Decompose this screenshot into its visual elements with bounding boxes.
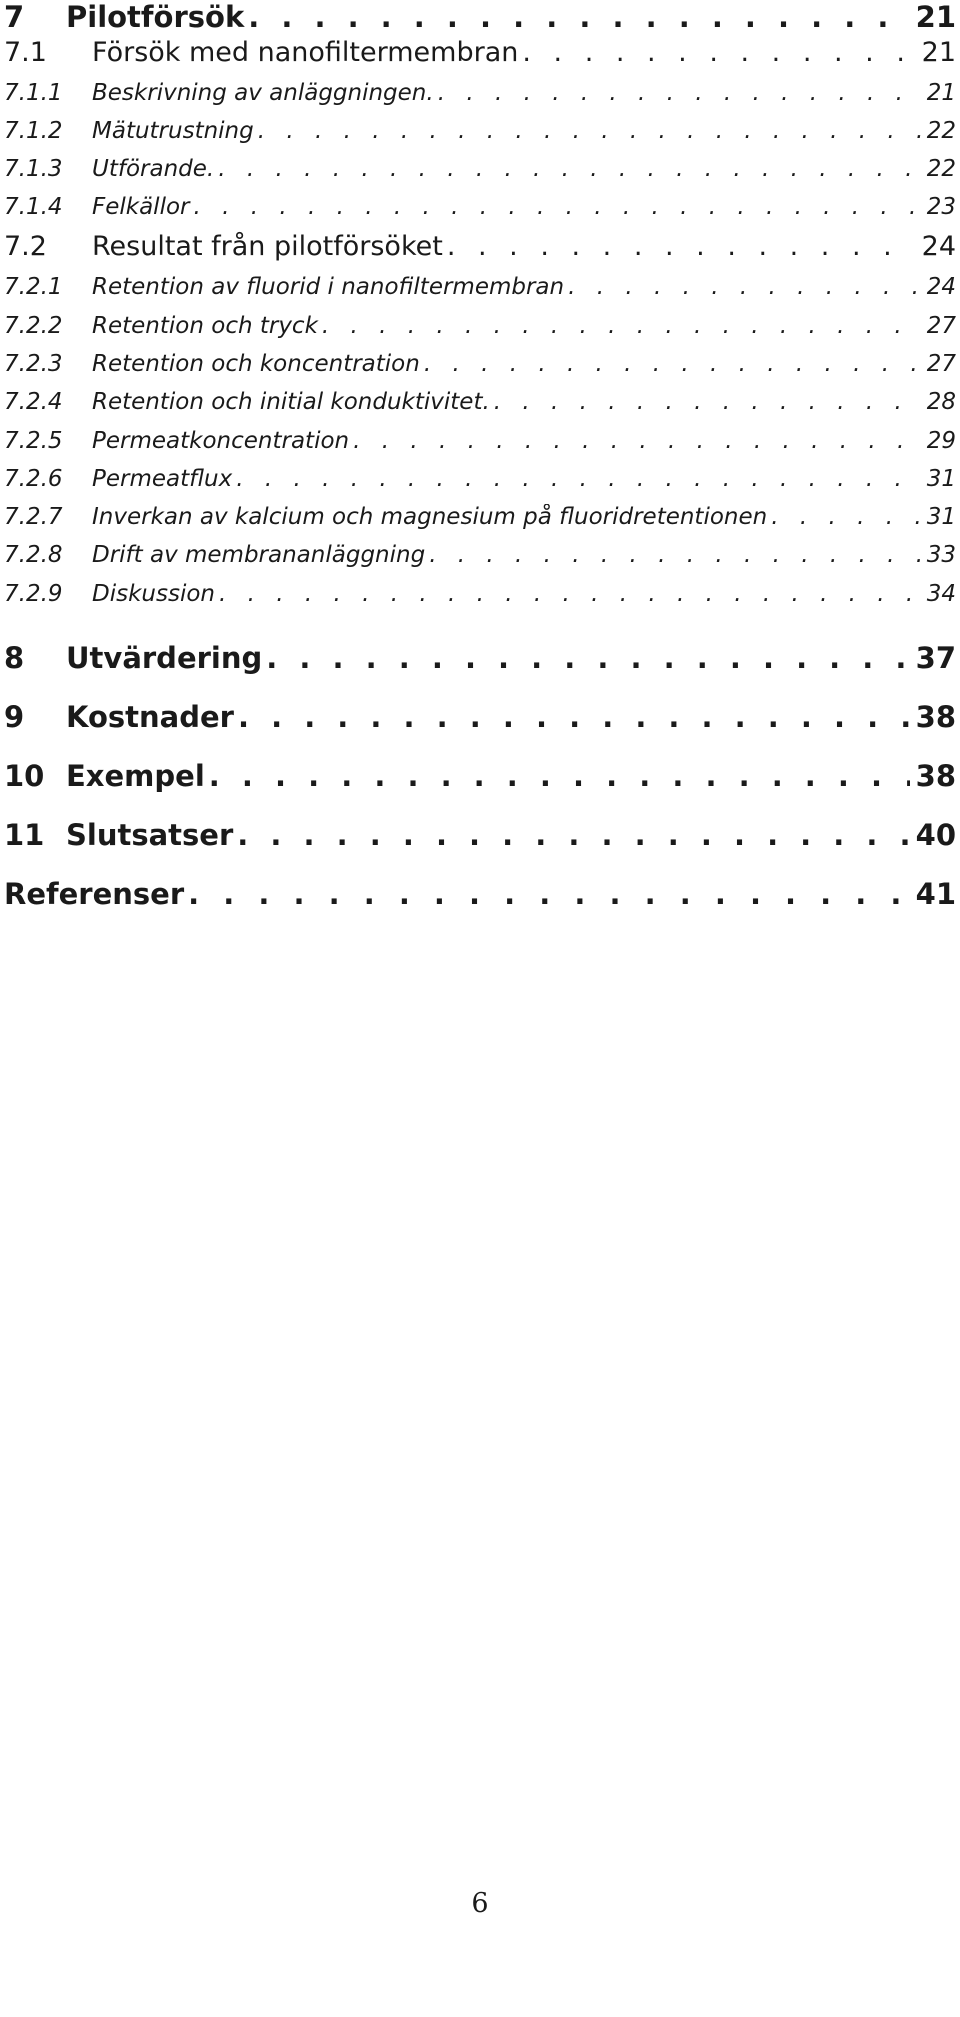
dot-leader: [209, 759, 910, 793]
toc-entry-subsection-7-2-9[interactable]: [4, 581, 956, 607]
toc-entry-page: 37: [915, 641, 956, 675]
toc-entry-title: Kostnader: [66, 700, 234, 734]
toc-entry-number: 7.1.3: [4, 156, 63, 182]
toc-entry-number: 7.2.8: [4, 542, 63, 568]
dot-leader: [522, 37, 915, 68]
toc-entry-number: 7.2.5: [4, 428, 63, 454]
toc-entry-title: Exempel: [66, 759, 205, 793]
toc-entry-number: 7.2.9: [4, 581, 63, 607]
toc-entry-number: 7.2.1: [4, 274, 63, 300]
toc-entry-chapter-7[interactable]: [4, 0, 956, 34]
toc-entry-page: 28: [926, 389, 956, 415]
toc-entry-subsection-7-2-2[interactable]: [4, 313, 956, 339]
toc-entry-title: Beskrivning av anläggningen.: [92, 80, 434, 106]
toc-entry-subsection-7-1-2[interactable]: [4, 118, 956, 144]
dot-leader: [771, 504, 920, 530]
page-number: 6: [471, 1888, 489, 1919]
toc-entry-subsection-7-1-3[interactable]: [4, 156, 956, 182]
toc-entry-number: 11: [4, 818, 45, 852]
toc-entry-page: 22: [926, 118, 956, 144]
toc-entry-page: 40: [915, 818, 956, 852]
toc-entry-page: 38: [915, 700, 956, 734]
dot-leader: [429, 542, 921, 568]
dot-leader: [218, 156, 921, 182]
toc-entry-page: 21: [915, 0, 956, 34]
toc-entry-number: 7.2: [4, 231, 47, 262]
toc-entry-title: Slutsatser: [66, 818, 234, 852]
toc-entry-number: 7.1.2: [4, 118, 63, 144]
dot-leader: [266, 641, 909, 675]
toc-entry-number: 7.2.4: [4, 389, 63, 415]
toc-entry-subsection-7-2-7[interactable]: [4, 504, 956, 530]
toc-entry-page: 38: [915, 759, 956, 793]
toc-entry-number: 7.2.3: [4, 351, 63, 377]
dot-leader: [258, 118, 921, 144]
toc-entry-title: Utförande.: [92, 156, 215, 182]
toc-entry-number: 9: [4, 700, 25, 734]
dot-leader: [424, 351, 921, 377]
dot-leader: [568, 274, 921, 300]
dot-leader: [438, 80, 921, 106]
toc-entry-number: 7.2.2: [4, 313, 63, 339]
toc-entry-page: 41: [915, 877, 956, 911]
dot-leader: [322, 313, 921, 339]
toc-entry-section-7-1[interactable]: [4, 37, 956, 68]
toc-entry-title: Pilotförsök: [66, 0, 245, 34]
toc-entry-page: 24: [926, 274, 956, 300]
toc-entry-subsection-7-1-4[interactable]: [4, 194, 956, 220]
toc-entry-subsection-7-2-6[interactable]: [4, 466, 956, 492]
toc-entry-page: 34: [926, 581, 956, 607]
toc-entry-chapter-8[interactable]: [4, 641, 956, 675]
toc-entry-title: Retention och tryck: [92, 313, 318, 339]
dot-leader: [219, 581, 921, 607]
toc-entry-chapter-10[interactable]: [4, 759, 956, 793]
toc-entry-page: 27: [926, 313, 956, 339]
dot-leader: [447, 231, 916, 262]
toc-entry-section-7-2[interactable]: [4, 231, 956, 262]
toc-entry-page: 21: [921, 37, 956, 68]
toc-entry-page: 31: [926, 504, 956, 530]
toc-entry-page: 22: [926, 156, 956, 182]
dot-leader: [188, 877, 910, 911]
dot-leader: [494, 389, 921, 415]
toc-entry-number: 7.2.6: [4, 466, 63, 492]
toc-entry-title: Referenser: [4, 877, 185, 911]
toc-entry-subsection-7-2-4[interactable]: [4, 389, 956, 415]
dot-leader: [237, 818, 909, 852]
toc-entry-number: 7.1: [4, 37, 47, 68]
dot-leader: [353, 428, 921, 454]
toc-entry-references[interactable]: [4, 877, 956, 911]
toc-entry-page: 29: [926, 428, 956, 454]
toc-entry-page: 31: [926, 466, 956, 492]
dot-leader: [248, 0, 909, 34]
toc-entry-subsection-7-1-1[interactable]: [4, 80, 956, 106]
toc-entry-title: Permeatflux: [92, 466, 233, 492]
toc-entry-page: 24: [921, 231, 956, 262]
toc-entry-page: 23: [926, 194, 956, 220]
toc-entry-number: 7.2.7: [4, 504, 63, 530]
dot-leader: [236, 466, 921, 492]
toc-entry-title: Utvärdering: [66, 641, 263, 675]
toc-entry-title: Inverkan av kalcium och magnesium på fluoridretentionen: [92, 504, 768, 530]
toc-entry-page: 27: [926, 351, 956, 377]
toc-entry-subsection-7-2-5[interactable]: [4, 428, 956, 454]
toc-entry-number: 7: [4, 0, 25, 34]
toc-entry-number: 7.1.1: [4, 80, 63, 106]
toc-entry-title: Mätutrustning: [92, 118, 254, 144]
toc-entry-number: 7.1.4: [4, 194, 63, 220]
toc-entry-title: Drift av membrananläggning: [92, 542, 426, 568]
toc-entry-subsection-7-2-1[interactable]: [4, 274, 956, 300]
toc-entry-title: Diskussion: [92, 581, 215, 607]
toc-entry-chapter-11[interactable]: [4, 818, 956, 852]
toc-entry-page: 33: [926, 542, 956, 568]
toc-entry-title: Försök med nanofiltermembran: [92, 37, 519, 68]
dot-leader: [238, 700, 910, 734]
toc-entry-chapter-9[interactable]: [4, 700, 956, 734]
toc-entry-number: 8: [4, 641, 25, 675]
toc-entry-title: Felkällor: [92, 194, 190, 220]
toc-entry-subsection-7-2-8[interactable]: [4, 542, 956, 568]
toc-entry-page: 21: [926, 80, 956, 106]
toc-entry-subsection-7-2-3[interactable]: [4, 351, 956, 377]
toc-entry-title: Retention av fluorid i nanofiltermembran: [92, 274, 565, 300]
toc-entry-title: Retention och initial konduktivitet.: [92, 389, 490, 415]
toc-entry-title: Permeatkoncentration: [92, 428, 350, 454]
toc-entry-title: Resultat från pilotförsöket: [92, 231, 443, 262]
toc-entry-title: Retention och koncentration: [92, 351, 420, 377]
dot-leader: [194, 194, 921, 220]
toc-entry-number: 10: [4, 759, 45, 793]
